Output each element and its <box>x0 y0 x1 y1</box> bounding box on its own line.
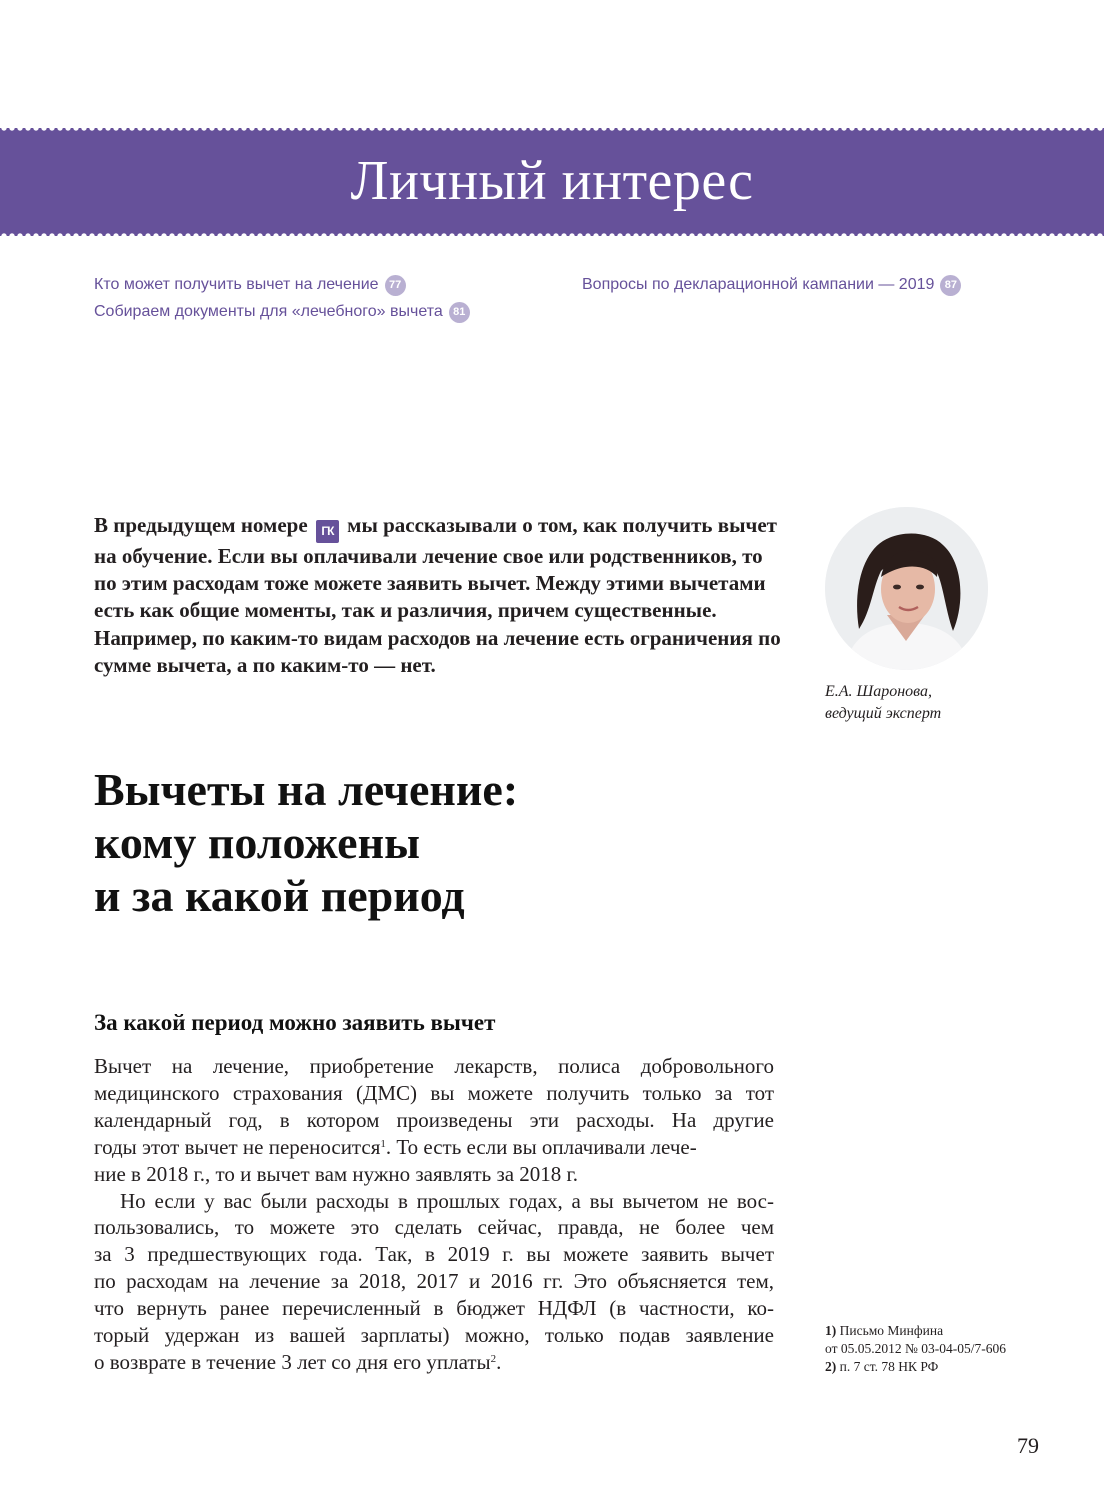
body-line-part: годы этот вычет не переносится <box>94 1134 381 1159</box>
author-name: Е.А. Шаронова, <box>825 683 933 700</box>
footnote-text: Письмо Минфина <box>839 1323 944 1338</box>
body-line: по расходам на лечение за 2018, 2017 и 2016 гг. Это объясняется тем, <box>94 1269 774 1294</box>
body-line-part: о возврате в течение 3 лет со дня его уплаты <box>94 1349 491 1374</box>
toc-right-column <box>582 271 961 298</box>
footnote-number: 1) <box>825 1323 837 1338</box>
body-line-part: . То есть если вы оплачивали лече- <box>385 1134 697 1159</box>
body-line <box>94 1134 774 1161</box>
article-title-line: и за какой период <box>94 870 465 921</box>
footnote-1-cont: от 05.05.2012 № 03-04-05/7-606 <box>825 1341 1006 1356</box>
banner-top-edge <box>0 128 1104 134</box>
lead-text-rest: мы рассказывали о том, как получить вычет на обучение. Если вы оплачивали лечение свое или родственников, то по этим расходам тоже можете заявить вычет. Между этими вычетами есть как общие моменты, так и различия, причем существенные. Например, по каким-то видам расходов на лечение есть ограничения по сумме вычета, а по каким-то — нет. <box>94 513 781 677</box>
toc-link-label: Вопросы по декларационной кампании — 2019 <box>582 276 935 293</box>
toc-link-declaration-questions[interactable] <box>582 271 961 298</box>
toc-page-badge: 87 <box>940 275 961 296</box>
article-body <box>94 1053 774 1376</box>
banner-bottom-edge <box>0 230 1104 236</box>
toc-page-badge: 81 <box>449 302 470 323</box>
body-paragraph-2 <box>94 1188 774 1376</box>
toc-left-column <box>94 271 470 325</box>
author-caption <box>825 681 941 725</box>
toc-link-label: Собираем документы для «лечебного» вычета <box>94 303 443 320</box>
footnote-ref-1[interactable]: 1 <box>380 1137 386 1150</box>
author-avatar <box>825 507 988 670</box>
article-title-line: Вычеты на лечение: <box>94 764 519 815</box>
lead-text-start: В предыдущем номере <box>94 513 308 537</box>
toc-link-collect-documents[interactable] <box>94 298 470 325</box>
article-title-line: кому положены <box>94 817 420 868</box>
body-line: за 3 предшествующих года. Так, в 2019 г. вы можете заявить вычет <box>94 1242 774 1267</box>
body-line <box>94 1349 774 1376</box>
toc-page-badge: 77 <box>385 275 406 296</box>
author-role: ведущий эксперт <box>825 705 942 722</box>
body-line-part: . <box>496 1349 502 1374</box>
footnote-1 <box>825 1322 1006 1340</box>
body-line: медицинского страхования (ДМС) вы можете получить только за тот <box>94 1080 774 1105</box>
body-line: что вернуть ранее перечисленный в бюджет НДФЛ (в частности, ко- <box>94 1296 774 1321</box>
body-line: пользовались, то можете это сделать сейчас, правда, не более чем <box>94 1215 774 1240</box>
footnote-text: п. 7 ст. 78 НК РФ <box>839 1359 939 1374</box>
body-line: Но если у вас были расходы в прошлых годах, а вы вычетом не вос- <box>120 1188 774 1213</box>
toc-link-deduction-eligibility[interactable] <box>94 271 470 298</box>
body-line: торый удержан из вашей зарплаты) можно, только подав заявление <box>94 1323 774 1348</box>
page-number: 79 <box>1017 1433 1039 1458</box>
gk-logo-icon: ГК <box>316 520 339 543</box>
body-line: ние в 2018 г., то и вычет вам нужно заявлять за 2018 г. <box>94 1161 579 1186</box>
lead-paragraph <box>94 512 784 679</box>
footnotes <box>825 1322 1006 1376</box>
toc-link-label: Кто может получить вычет на лечение <box>94 276 379 293</box>
footnote-ref-2[interactable]: 2 <box>490 1352 497 1365</box>
section-title: Личный интерес <box>350 150 754 212</box>
article-title <box>94 763 794 922</box>
section-banner <box>0 128 1104 236</box>
footnote-number: 2) <box>825 1359 837 1374</box>
body-line: Вычет на лечение, приобретение лекарств, полиса добровольного <box>94 1054 774 1078</box>
body-paragraph-1 <box>94 1053 774 1188</box>
section-heading: За какой период можно заявить вычет <box>94 1010 496 1035</box>
footnote-2 <box>825 1358 1006 1376</box>
body-line: календарный год, в котором произведены эти расходы. На другие <box>94 1107 774 1132</box>
